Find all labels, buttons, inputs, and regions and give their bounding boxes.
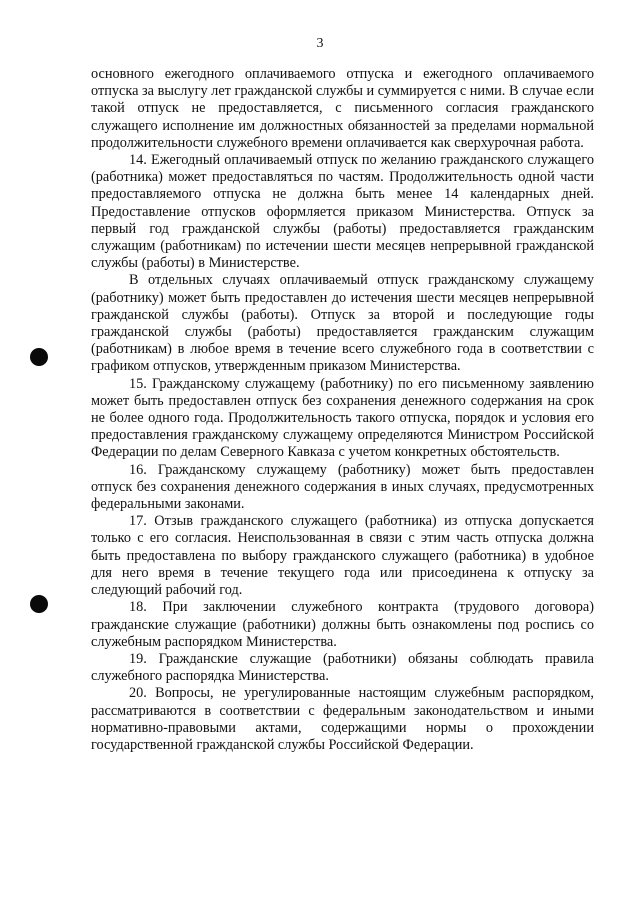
- punch-hole-bottom: [30, 595, 48, 613]
- document-body: [91, 66, 594, 754]
- paragraph-14-continued: В отдельных случаях оплачиваемый отпуск гражданскому служащему (работнику) может быть предоставлен до истечения шести месяцев непрерывной гражданской службы (работы). Отпуск за второй и последующие годы гражданской службы (работы) предоставляется гражданским служащим (работникам) в любое время в течение всего служебного года в соответствии с графиком отпусков, утвержденным приказом Министерства.: [91, 272, 594, 375]
- punch-hole-top: [30, 348, 48, 366]
- paragraph-15: 15. Гражданскому служащему (работнику) по его письменному заявлению может быть предоставлен отпуск без сохранения денежного содержания на срок не более одного года. Продолжительность такого отпуска, порядок и условия его предоставления гражданскому служащему определяются Министром Российской Федерации по делам Северного Кавказа с учетом конкретных обстоятельств.: [91, 375, 594, 461]
- paragraph-18: 18. При заключении служебного контракта (трудового договора) гражданские служащие (работники) должны быть ознакомлены под роспись со служебным распорядком Министерства.: [91, 599, 594, 650]
- paragraph-19: 19. Гражданские служащие (работники) обязаны соблюдать правила служебного распорядка Министерства.: [91, 650, 594, 685]
- paragraph-20: 20. Вопросы, не урегулированные настоящим служебным распорядком, рассматриваются в соответствии с федеральным законодательством и иными нормативно-правовыми актами, содержащими нормы о прохождении государственной гражданской службы Российской Федерации.: [91, 685, 594, 753]
- paragraph-16: 16. Гражданскому служащему (работнику) может быть предоставлен отпуск без сохранения денежного содержания в иных случаях, предусмотренных федеральными законами.: [91, 461, 594, 513]
- page-number: 3: [316, 36, 324, 51]
- paragraph-14: 14. Ежегодный оплачиваемый отпуск по желанию гражданского служащего (работника) может предоставляться по частям. Продолжительность одной части предоставляемого отпуска не должна быть менее 14 календарных дней. Предоставление отпусков оформляется приказом Министерства. Отпуск за первый год гражданской службы (работы) предоставляется гражданским служащим (работникам) по истечении шести месяцев непрерывной гражданской службы (работы) в Министерстве.: [91, 152, 594, 272]
- paragraph-continuation: основного ежегодного оплачиваемого отпуска и ежегодного оплачиваемого отпуска за выслугу лет гражданской службы и суммируется с ними. В случае если такой отпуск не предоставляется, с письменного согласия гражданского служащего исполнение им должностных обязанностей за пределами нормальной продолжительности служебного времени оплачивается как сверхурочная работа.: [91, 66, 594, 151]
- paragraph-17: 17. Отзыв гражданского служащего (работника) из отпуска допускается только с его согласия. Неиспользованная в связи с этим часть отпуска должна быть предоставлена по выбору гражданского служащего (работника) в удобное для него время в течение текущего года или присоединена к отпуску за следующий рабочий год.: [91, 513, 594, 599]
